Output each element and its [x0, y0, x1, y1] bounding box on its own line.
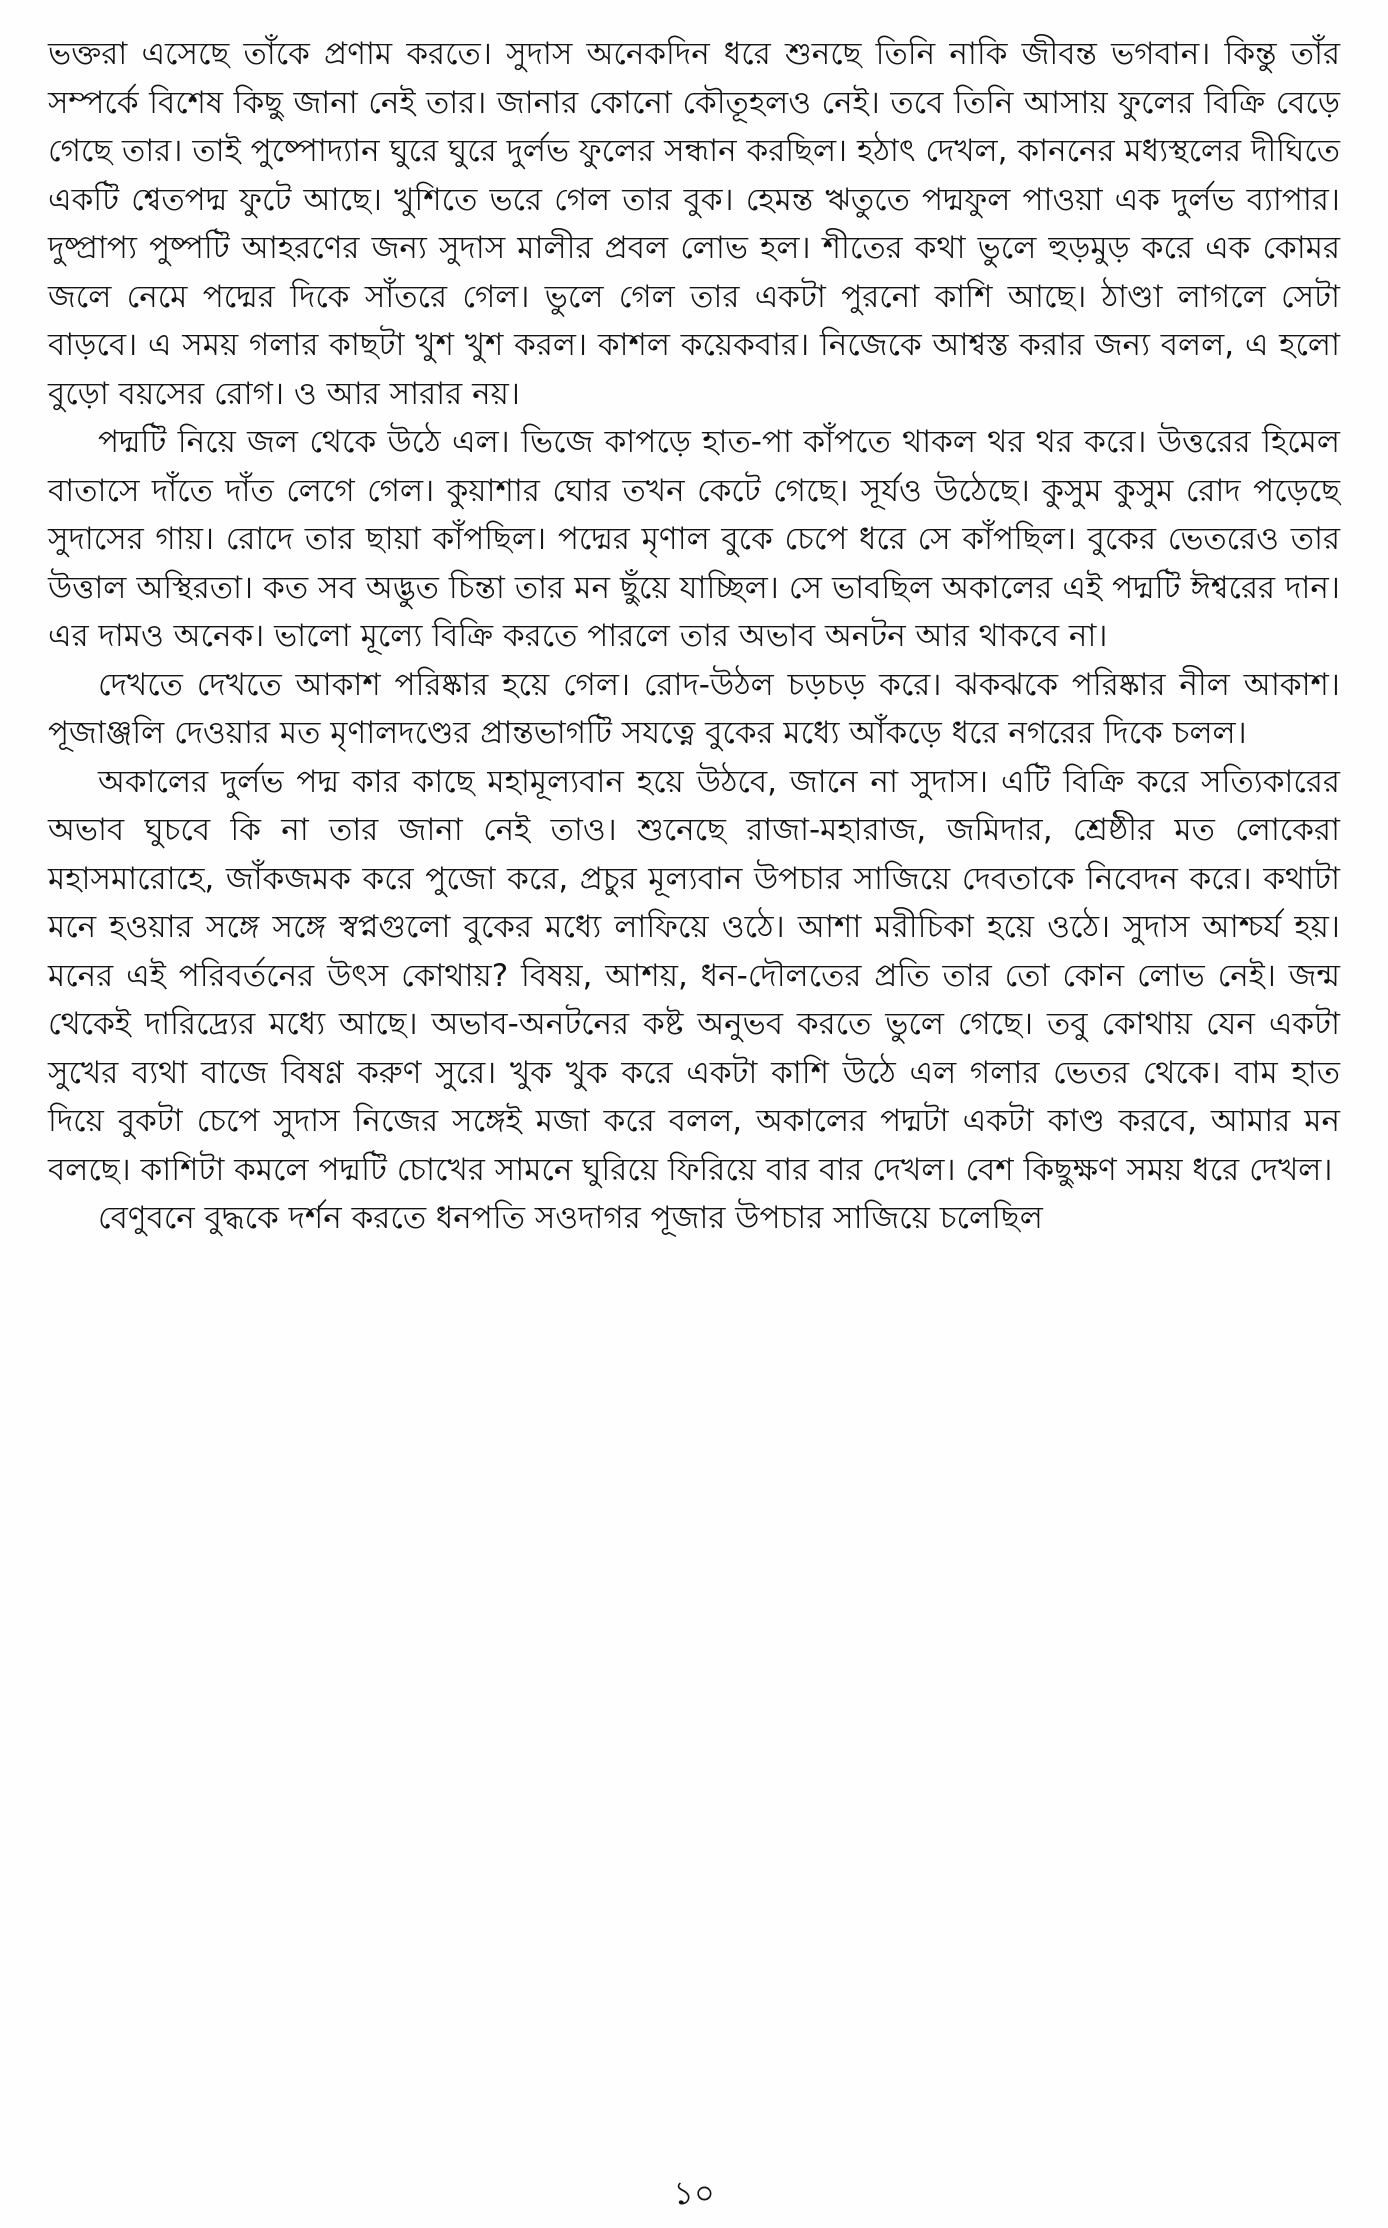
paragraph: অকালের দুর্লভ পদ্ম কার কাছে মহামূল্যবান হয়ে উঠবে, জানে না সুদাস। এটি বিক্রি করে সত্যিকারের অভাব ঘুচবে কি না তার জানা নেই তাও। শুনেছে রাজা-মহারাজ, জমিদার, শ্রেষ্ঠীর মত লোকেরা মহাসমারোহে, জাঁকজমক করে পুজো করে, প্রচুর মূল্যবান উপচার সাজিয়ে দেবতাকে নিবেদন করে। কথাটা মনে হওয়ার সঙ্গে সঙ্গে স্বপ্নগুলো বুকের মধ্যে লাফিয়ে ওঠে। আশা মরীচিকা হয়ে ওঠে। সুদাস আশ্চর্য হয়। মনের এই পরিবর্তনের উৎস কোথায়? বিষয়, আশয়, ধন-দৌলতের প্রতি তার তো কোন লোভ নেই। জন্ম থেকেই দারিদ্র্যের মধ্যে আছে। অভাব-অনটনের কষ্ট অনুভব করতে ভুলে গেছে। তবু কোথায় যেন একটা সুখের ব্যথা বাজে বিষণ্ণ করুণ সুরে। খুক খুক করে একটা কাশি উঠে এল গলার ভেতর থেকে। বাম হাত দিয়ে বুকটা চেপে সুদাস নিজের সঙ্গেই মজা করে বলল, অকালের পদ্মটা একটা কাণ্ড করবে, আমার মন বলছে। কাশিটা কমলে পদ্মটি চোখের সামনে ঘুরিয়ে ফিরিয়ে বার বার দেখল। বেশ কিছুক্ষণ সময় ধরে দেখল। — [48, 763, 1340, 1188]
paragraph: ভক্তরা এসেছে তাঁকে প্রণাম করতে। সুদাস অনেকদিন ধরে শুনছে তিনি নাকি জীবন্ত ভগবান। কিন্তু তাঁর সম্পর্কে বিশেষ কিছু জানা নেই তার। জানার কোনো কৌতূহলও নেই। তবে তিনি আসায় ফুলের বিক্রি বেড়ে গেছে তার। তাই পুষ্পোদ্যান ঘুরে ঘুরে দুর্লভ ফুলের সন্ধান করছিল। হঠাৎ দেখল, কাননের মধ্যস্থলের দীঘিতে একটি শ্বেতপদ্ম ফুটে আছে। খুশিতে ভরে গেল তার বুক। হেমন্ত ঋতুতে পদ্মফুল পাওয়া এক দুর্লভ ব্যাপার। দুষ্প্রাপ্য পুষ্পটি আহরণের জন্য সুদাস মালীর প্রবল লোভ হল। শীতের কথা ভুলে হুড়মুড় করে এক কোমর জলে নেমে পদ্মের দিকে সাঁতরে গেল। ভুলে গেল তার একটা পুরনো কাশি আছে। ঠাণ্ডা লাগলে সেটা বাড়বে। এ সময় গলার কাছটা খুশ খুশ করল। কাশল কয়েকবার। নিজেকে আশ্বস্ত করার জন্য বলল, এ হলো বুড়ো বয়সের রোগ। ও আর সারার নয়। — [48, 36, 1340, 412]
paragraph: দেখতে দেখতে আকাশ পরিষ্কার হয়ে গেল। রোদ-উঠল চড়চড় করে। ঝকঝকে পরিষ্কার নীল আকাশ। পূজাঞ্জলি দেওয়ার মত মৃণালদণ্ডের প্রান্তভাগটি সযত্নে বুকের মধ্যে আঁকড়ে ধরে নগরের দিকে চলল। — [48, 666, 1340, 751]
paragraph: পদ্মটি নিয়ে জল থেকে উঠে এল। ভিজে কাপড়ে হাত-পা কাঁপতে থাকল থর থর করে। উত্তরের হিমেল বাতাসে দাঁতে দাঁত লেগে গেল। কুয়াশার ঘোর তখন কেটে গেছে। সূর্যও উঠেছে। কুসুম কুসুম রোদ পড়েছে সুদাসের গায়। রোদে তার ছায়া কাঁপছিল। পদ্মের মৃণাল বুকে চেপে ধরে সে কাঁপছিল। বুকের ভেতরেও তার উত্তাল অস্থিরতা। কত সব অদ্ভুত চিন্তা তার মন ছুঁয়ে যাচ্ছিল। সে ভাবছিল অকালের এই পদ্মটি ঈশ্বরের দান। এর দামও অনেক। ভালো মূল্যে বিক্রি করতে পারলে তার অভাব অনটন আর থাকবে না। — [48, 424, 1340, 654]
page-number: ১০ — [673, 2174, 715, 2212]
paragraph: বেণুবনে বুদ্ধকে দর্শন করতে ধনপতি সওদাগর পূজার উপচার সাজিয়ে চলেছিল — [98, 1200, 1043, 1236]
body-text — [48, 30, 1340, 1243]
